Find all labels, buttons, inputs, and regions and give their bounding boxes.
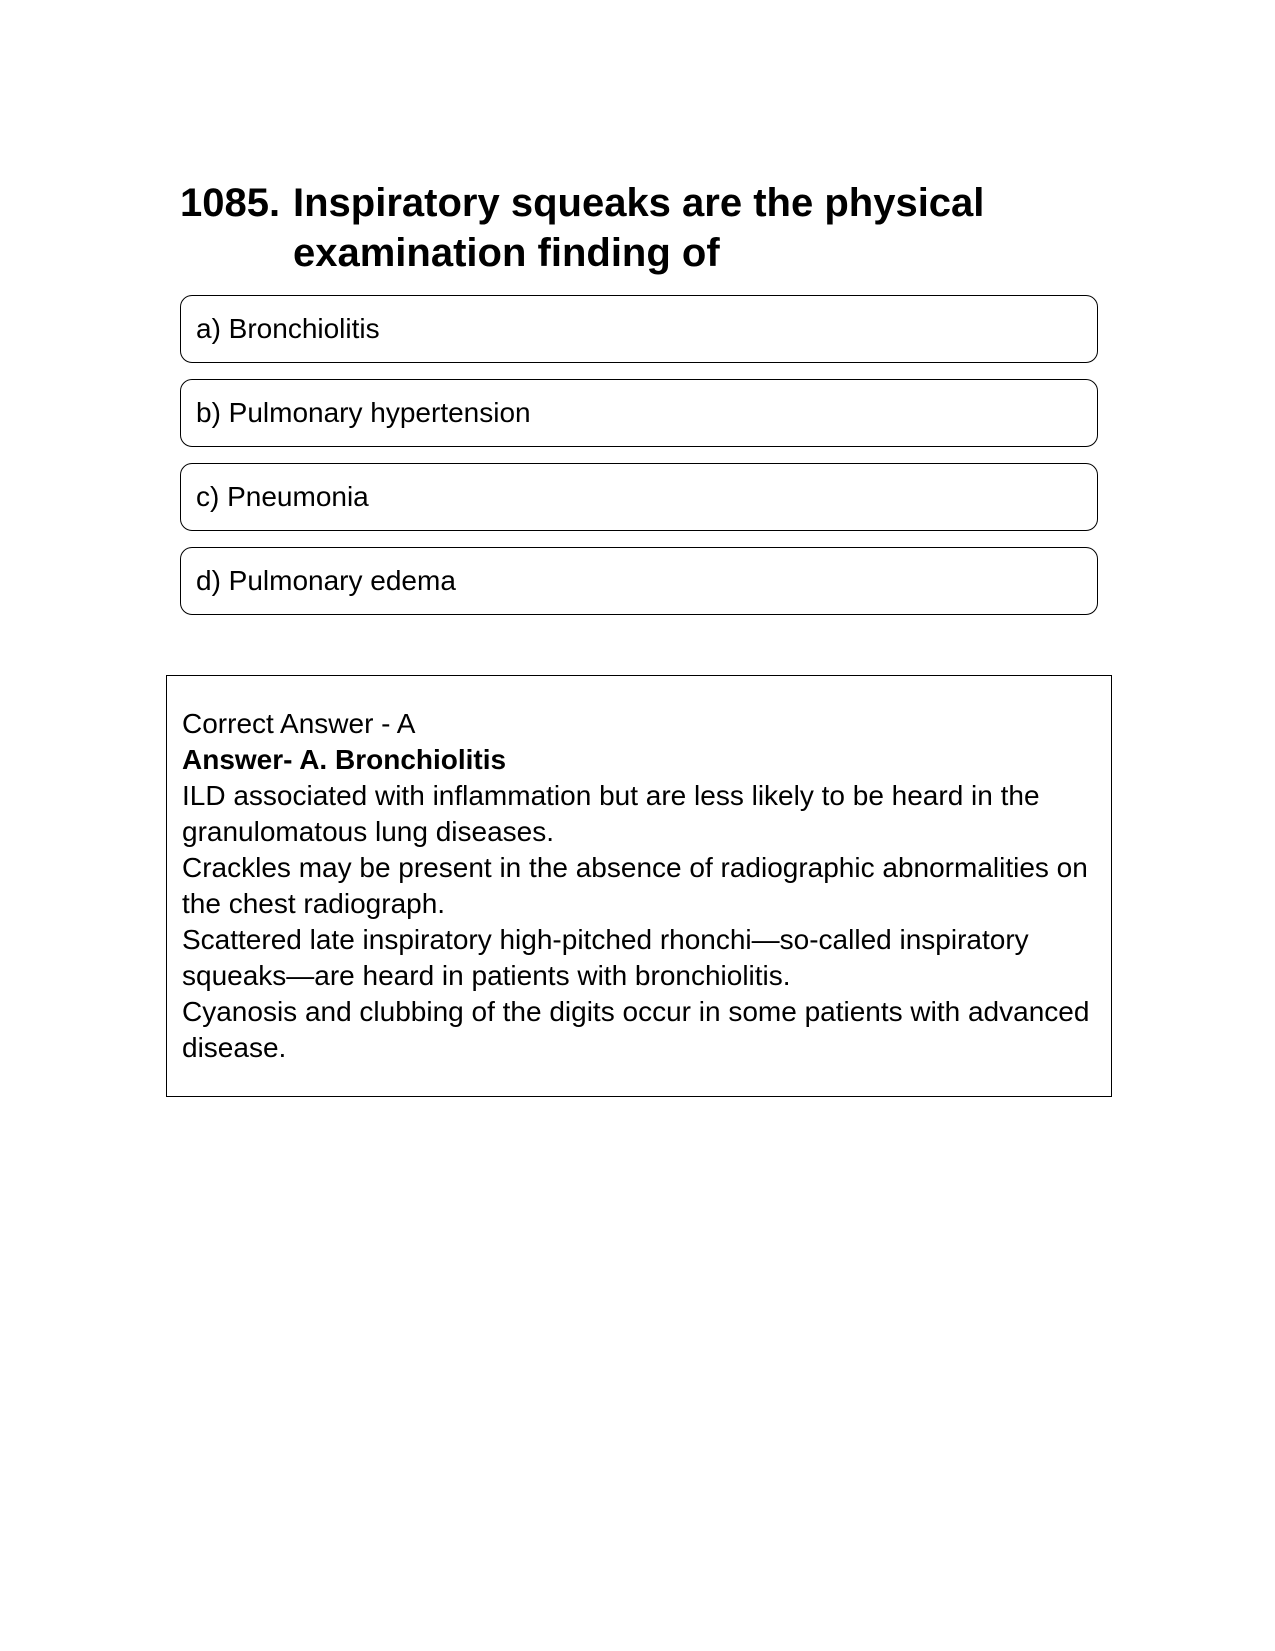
question-number: 1085. xyxy=(180,181,281,225)
explanation-line-4: Cyanosis and clubbing of the digits occur in some patients with advanced disease. xyxy=(182,996,1090,1063)
answer-title: Answer- A. Bronchiolitis xyxy=(182,744,507,775)
explanation-line-1: ILD associated with inflammation but are less likely to be heard in the granulomatous lung diseases. xyxy=(182,780,1040,847)
question-heading xyxy=(180,178,1080,278)
option-a[interactable]: a) Bronchiolitis xyxy=(180,295,1098,363)
explanation-line-3: Scattered late inspiratory high-pitched rhonchi—so-called inspiratory squeaks—are heard in patients with bronchiolitis. xyxy=(182,924,1029,991)
option-d[interactable]: d) Pulmonary edema xyxy=(180,547,1098,615)
option-b[interactable]: b) Pulmonary hypertension xyxy=(180,379,1098,447)
options-list xyxy=(180,295,1098,631)
question-text: Inspiratory squeaks are the physical examination finding of xyxy=(293,181,985,275)
answer-box xyxy=(166,675,1112,1097)
explanation-line-2: Crackles may be present in the absence of radiographic abnormalities on the chest radiograph. xyxy=(182,852,1088,919)
option-c[interactable]: c) Pneumonia xyxy=(180,463,1098,531)
correct-answer-line: Correct Answer - A xyxy=(182,708,416,739)
